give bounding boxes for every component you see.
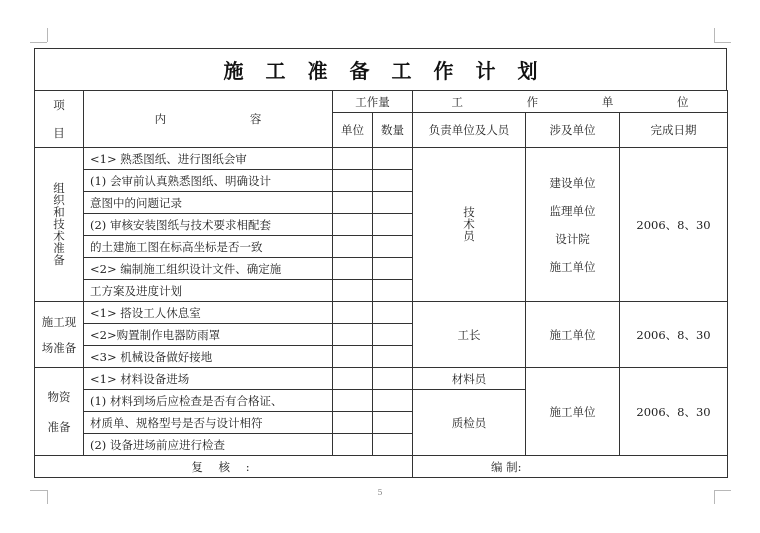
involved-cell: 施工单位 xyxy=(526,368,620,456)
involved-cell: 施工单位 xyxy=(526,302,620,368)
table-row xyxy=(35,368,728,390)
content-line: <2> 编制施工组织设计文件、确定施 xyxy=(84,258,333,280)
crop-mark-top-right xyxy=(714,28,715,42)
date-cell: 2006、8、30 xyxy=(620,148,728,302)
content-line: 的土建施工图在标高坐标是否一致 xyxy=(84,236,333,258)
work-plan-table xyxy=(34,90,728,478)
header-unit: 单位 xyxy=(333,113,373,148)
content-line: 意图中的问题记录 xyxy=(84,192,333,214)
header-content: 内 容 xyxy=(84,91,333,148)
responsible-cell: 技术员 xyxy=(413,148,526,302)
content-line: (1) 会审前认真熟悉图纸、明确设计 xyxy=(84,170,333,192)
date-cell: 2006、8、30 xyxy=(620,302,728,368)
responsible-cell: 质检员 xyxy=(413,390,526,456)
content-line: <1> 熟悉图纸、进行图纸会审 xyxy=(84,148,333,170)
table-row xyxy=(35,148,728,170)
category-material-prep: 物资 准备 xyxy=(35,368,84,456)
header-workload: 工作量 xyxy=(333,91,413,113)
responsible-cell: 工长 xyxy=(413,302,526,368)
table-row xyxy=(35,302,728,324)
content-line: <1> 材料设备进场 xyxy=(84,368,333,390)
content-line: (2) 设备进场前应进行检查 xyxy=(84,434,333,456)
involved-cell: 建设单位 监理单位 设计院 施工单位 xyxy=(526,148,620,302)
content-line: 材质单、规格型号是否与设计相符 xyxy=(84,412,333,434)
category-site-prep: 施工现 场准备 xyxy=(35,302,84,368)
document-title-box xyxy=(34,48,727,90)
header-completion-date: 完成日期 xyxy=(620,113,728,148)
header-involved: 涉及单位 xyxy=(526,113,620,148)
content-line: <2>购置制作电器防雨罩 xyxy=(84,324,333,346)
document-title: 施工准备工作计划 xyxy=(223,59,560,83)
header-work-unit: 工 作 单 位 xyxy=(413,91,728,113)
header-item xyxy=(35,91,84,148)
content-line: (2) 审核安装图纸与技术要求相配套 xyxy=(84,214,333,236)
content-line: (1) 材料到场后应检查是否有合格证、 xyxy=(84,390,333,412)
page-number: 5 xyxy=(377,488,383,497)
footer-row xyxy=(35,456,728,478)
header-item-line2: 目 xyxy=(53,126,65,140)
content-line: <3> 机械设备做好接地 xyxy=(84,346,333,368)
crop-mark-top-left-h xyxy=(30,42,47,43)
header-quantity: 数量 xyxy=(373,113,413,148)
header-row-1 xyxy=(35,91,728,113)
crop-mark-top-left xyxy=(47,28,48,42)
date-cell: 2006、8、30 xyxy=(620,368,728,456)
compile-label: 编 制: xyxy=(413,456,728,478)
responsible-cell: 材料员 xyxy=(413,368,526,390)
header-item-line1: 项 xyxy=(53,98,65,112)
header-responsible: 负责单位及人员 xyxy=(413,113,526,148)
crop-mark-top-right-h xyxy=(714,42,731,43)
review-label: 复 核 : xyxy=(35,456,413,478)
content-line: <1> 搭设工人休息室 xyxy=(84,302,333,324)
content-line: 工方案及进度计划 xyxy=(84,280,333,302)
category-org-tech: 组织和技术准备 xyxy=(35,148,84,302)
